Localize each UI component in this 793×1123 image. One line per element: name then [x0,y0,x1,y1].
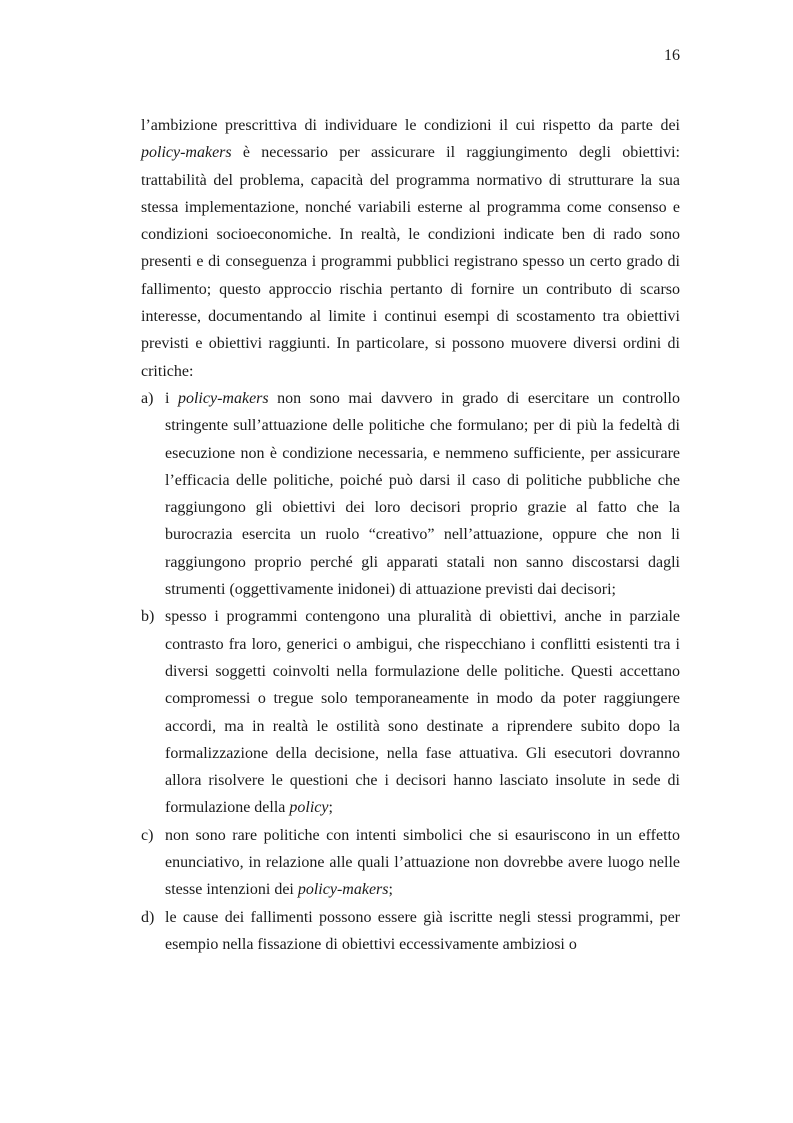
list-text-2: non sono mai davvero in grado di esercitare un controllo stringente sull’attuazione delle politiche che formulano; per di più la fedeltà di esecuzione non è condizione necessaria, e nemmeno sufficiente, per assicurare l’efficacia delle politiche, poiché può darsi il caso di politiche pubbliche che raggiungono gli obiettivi dei loro decisori proprio grazie al fatto che la burocrazia esercita un ruolo “creativo” nell’attuazione, oppure che non li raggiungono proprio perché gli apparati statali non sanno discostarsi dagli strumenti (oggettivamente inidonei) di attuazione previsti dai decisori; [165,389,680,599]
list-text-1: i [165,389,178,407]
list-marker: b) [141,608,155,626]
list-item-b [141,603,680,821]
list-italic-term: policy [289,799,329,817]
intro-italic-term: policy-makers [141,144,232,162]
critique-list [141,385,680,958]
list-item-c [141,822,680,904]
list-marker: d) [141,908,155,926]
list-text-1: non sono rare politiche con intenti simbolici che si esauriscono in un effetto enunciativo, in relazione alle quali l’attuazione non dovrebbe avere luogo nelle stesse intenzioni dei [165,826,680,899]
intro-paragraph [141,112,680,385]
list-text-2: ; [388,881,393,899]
list-item-d [141,904,680,959]
list-marker: a) [141,389,154,407]
list-text-1: spesso i programmi contengono una pluralità di obiettivi, anche in parziale contrasto fra loro, generici o ambigui, che rispecchiano i conflitti esistenti tra i diversi soggetti coinvolti nella formulazione delle politiche. Questi accettano compromessi o tregue solo temporaneamente in modo da poter raggiungere accordi, ma in realtà le ostilità sono destinate a riprendere subito dopo la formalizzazione della decisione, nella fase attuativa. Gli esecutori dovranno allora risolvere le questioni che i decisori hanno lasciato insolute in sede di formulazione della [165,608,680,817]
list-item-a [141,385,680,603]
intro-text-2: è necessario per assicurare il raggiungimento degli obiettivi: trattabilità del problema, capacità del programma normativo di strutturare la sua stessa implementazione, nonché variabili esterne al programma come consenso e condizioni socioeconomiche. In realtà, le condizioni indicate ben di rado sono presenti e di conseguenza i programmi pubblici registrano spesso un certo grado di fallimento; questo approccio rischia pertanto di fornire un contributo di scarso interesse, documentando al limite i continui esempi di scostamento tra obiettivi previsti e obiettivi raggiunti. In particolare, si possono muovere diversi ordini di critiche: [141,144,680,380]
list-italic-term: policy-makers [297,881,389,899]
intro-text-1: l’ambizione prescrittiva di individuare le condizioni il cui rispetto da parte dei [141,117,680,134]
list-marker: c) [141,826,154,844]
page-number: 16 [664,47,680,64]
list-italic-term: policy-makers [177,389,269,407]
list-text-2: ; [328,799,333,817]
list-text-1: le cause dei fallimenti possono essere già iscritte negli stessi programmi, per esempio nella fissazione di obiettivi eccessivamente ambiziosi o [165,908,680,953]
body-text [141,112,680,958]
